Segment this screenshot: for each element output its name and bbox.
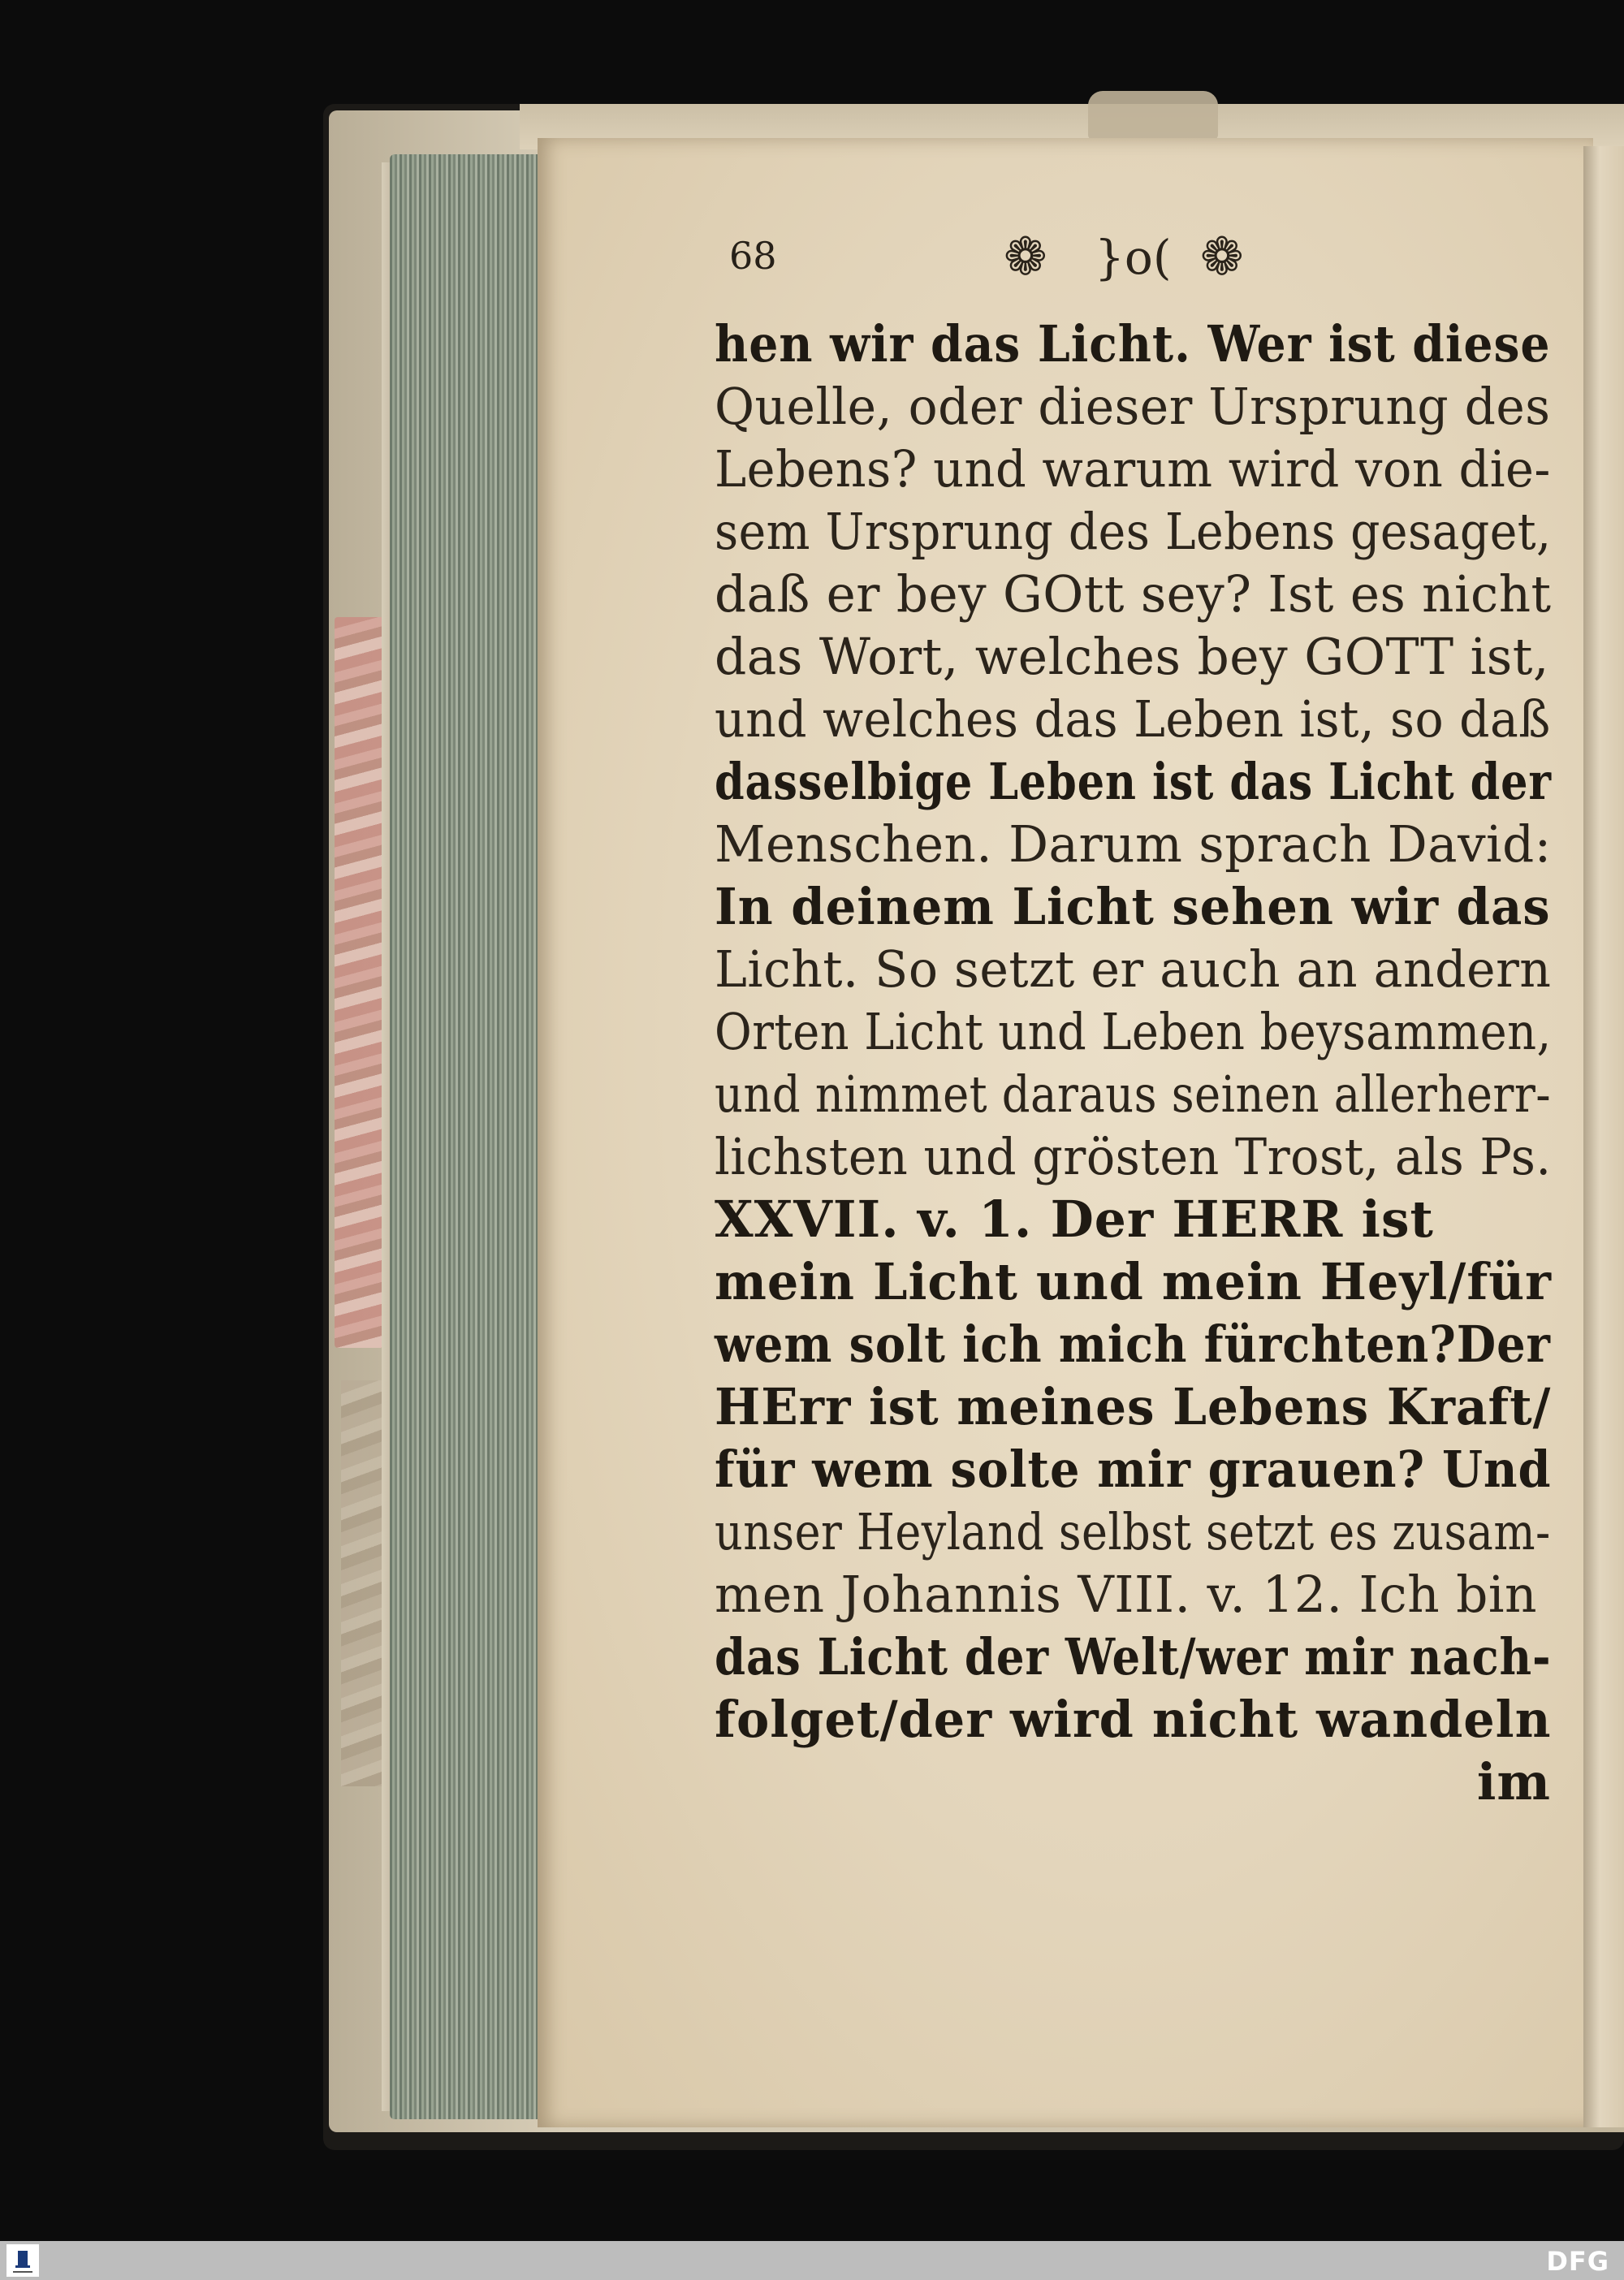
text-line: sem Ursprung des Lebens gesaget, — [715, 502, 1552, 561]
text-line: dasselbige Leben ist das Licht der — [715, 752, 1552, 811]
text-line: Licht. So setzt er auch an andern — [715, 939, 1552, 999]
page-number: 68 — [729, 234, 777, 278]
page-header — [729, 229, 1541, 302]
flower-ornament-icon: ❁ — [1200, 227, 1244, 287]
text-line: und nimmet daraus seinen allerherr- — [715, 1064, 1552, 1124]
library-logo-icon — [6, 2244, 39, 2277]
dfg-logo: DFG — [1546, 2246, 1609, 2277]
text-line: folget/der wird nicht wandeln — [715, 1690, 1552, 1749]
text-line: und welches das Leben ist, so daß — [715, 689, 1551, 749]
text-line: Lebens? und warum wird von die- — [715, 439, 1551, 499]
text-line: unser Heyland selbst setzt es zusam- — [715, 1502, 1551, 1561]
book-clasp — [1088, 91, 1218, 140]
text-line: Menschen. Darum sprach David: — [715, 814, 1552, 874]
text-line: In deinem Licht sehen wir das — [715, 877, 1551, 936]
text-line: daß er bey GOtt sey? Ist es nicht — [715, 564, 1552, 624]
scroll-ornament-icon: }o( — [1095, 230, 1172, 285]
body-text — [715, 313, 1559, 1813]
text-line: hen wir das Licht. Wer ist diese — [715, 314, 1551, 374]
text-line: lichsten und grösten Trost, als Ps. — [715, 1127, 1552, 1186]
text-line: im — [1476, 1752, 1551, 1811]
text-line: mein Licht und mein Heyl/für — [715, 1252, 1552, 1311]
text-line: das Licht der Welt/wer mir nach- — [715, 1627, 1552, 1686]
text-line: für wem solte mir grauen? Und — [715, 1440, 1552, 1499]
page-stack-edge — [390, 154, 552, 2119]
text-line: men Johannis VIII. v. 12. Ich bin — [715, 1565, 1538, 1624]
text-line: Quelle, oder dieser Ursprung des — [715, 377, 1551, 436]
text-line: wem solt ich mich fürchten?Der — [715, 1315, 1551, 1374]
text-line: XXVII. v. 1. Der HERR ist — [715, 1190, 1434, 1249]
flower-ornament-icon: ❁ — [1004, 227, 1047, 287]
text-line: das Wort, welches bey GOTT ist, — [715, 627, 1549, 686]
viewer-footer-bar — [0, 2241, 1624, 2280]
facing-page-edge — [1583, 146, 1624, 2127]
text-line: HErr ist meines Lebens Kraft/ — [715, 1377, 1552, 1436]
text-line: Orten Licht und Leben beysammen, — [715, 1002, 1552, 1061]
